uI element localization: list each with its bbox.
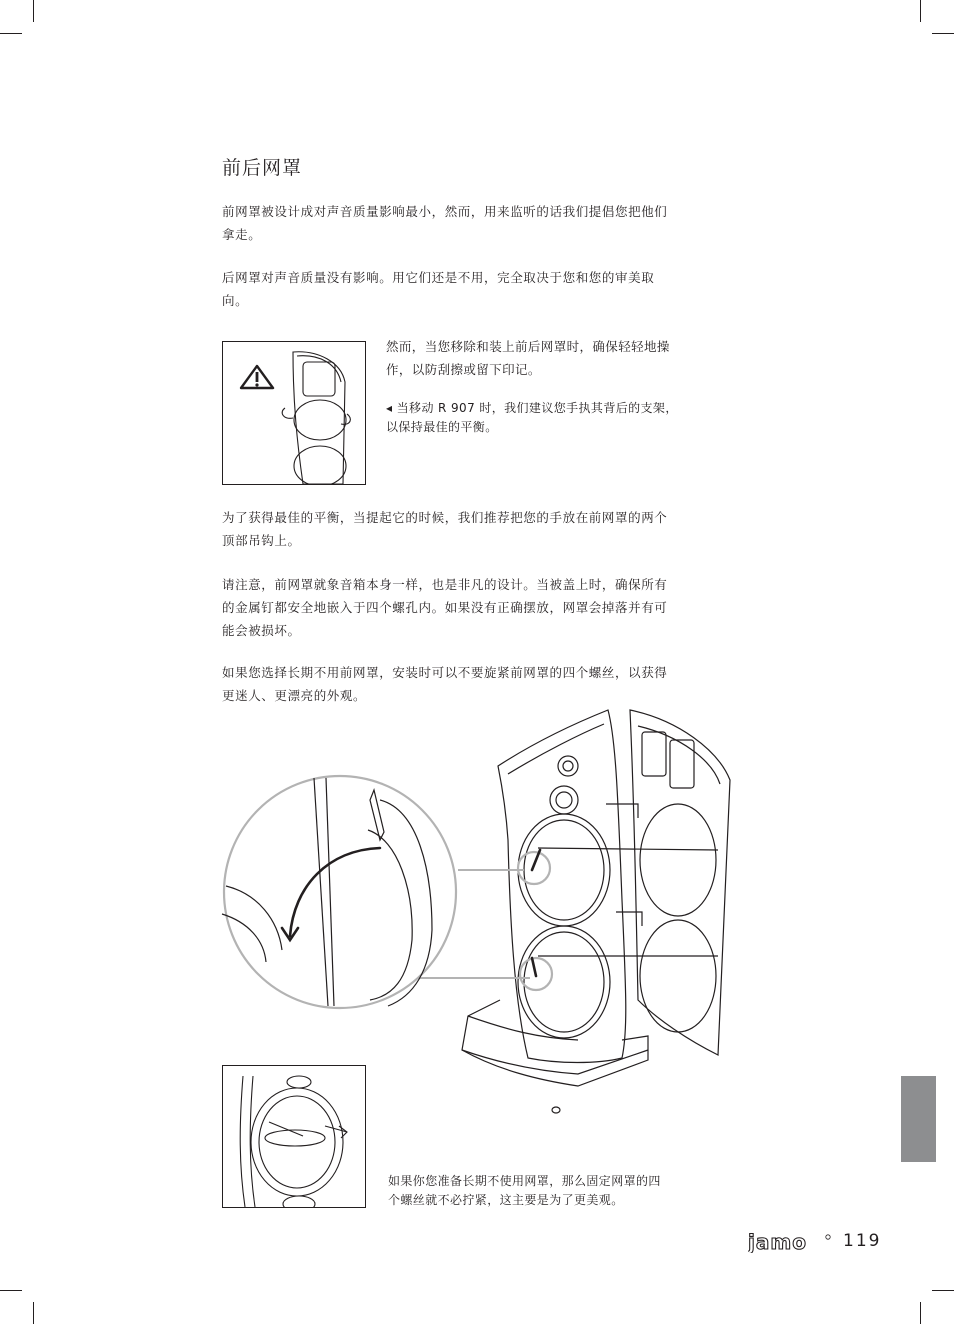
speaker-woofer-icon: [223, 1066, 365, 1207]
paragraph-notice: [222, 573, 734, 642]
crop-mark: [33, 1302, 34, 1324]
text-line: 作，以防刮擦或留下印记。: [386, 362, 541, 377]
language-tab: [901, 1076, 936, 1162]
crop-mark: [33, 0, 34, 22]
warning-illustration: [222, 341, 366, 485]
text-line: 后网罩对声音质量没有影响。用它们还是不用，完全取决于您和您的审美取: [222, 270, 655, 285]
crop-mark: [932, 33, 954, 34]
text-line: 为了获得最佳的平衡，当提起它的时候，我们推荐把您的手放在前网罩的两个: [222, 510, 668, 525]
warning-icon: [223, 342, 365, 484]
speaker-grille-illustration: [218, 700, 748, 1120]
text-line: 以保持最佳的平衡。: [386, 420, 498, 434]
jamo-logo: [748, 1233, 832, 1253]
section-title: 前后网罩: [222, 157, 303, 179]
text-line: 前网罩被设计成对声音质量影响最小，然而，用来监听的话我们提倡您把他们: [222, 204, 668, 219]
text-line: ◂ 当移动 R 907 时，我们建议您手执其背后的支架，: [386, 401, 678, 415]
text-line: 请注意，前网罩就象音箱本身一样，也是非凡的设计。当被盖上时，确保所有: [222, 577, 668, 592]
text-line: 向。: [222, 293, 249, 308]
paragraph-front-grille: [222, 200, 734, 246]
paragraph-balance: [222, 506, 734, 552]
text-line: 顶部吊钩上。: [222, 533, 301, 548]
crop-mark: [920, 0, 921, 22]
screw-illustration: [222, 1065, 366, 1208]
page-number: 119: [843, 1231, 882, 1251]
text-line: 能会被损坏。: [222, 623, 301, 638]
text-line: 如果您选择长期不用前网罩，安装时可以不要旋紧前网罩的四个螺丝，以获得: [222, 665, 668, 680]
crop-mark: [0, 1290, 22, 1291]
text-line: 的金属钉都安全地嵌入于四个螺孔内。如果没有正确摆放，网罩会掉落并有可: [222, 600, 668, 615]
move-note: [386, 399, 736, 437]
crop-mark: [920, 1302, 921, 1324]
crop-mark: [932, 1290, 954, 1291]
bottom-note: [388, 1172, 738, 1210]
text-line: 更迷人、更漂亮的外观。: [222, 688, 367, 703]
crop-mark: [0, 33, 22, 34]
logo-text: jamo: [748, 1233, 807, 1253]
text-line: 如果你您准备长期不使用网罩，那么固定网罩的四: [388, 1174, 661, 1188]
warning-note: [386, 335, 736, 381]
text-line: 拿走。: [222, 227, 262, 242]
paragraph-rear-grille: [222, 266, 734, 312]
text-line: 然而，当您移除和装上前后网罩时，确保轻轻地操: [386, 339, 670, 354]
text-line: 个螺丝就不必拧紧，这主要是为了更美观。: [388, 1193, 624, 1207]
